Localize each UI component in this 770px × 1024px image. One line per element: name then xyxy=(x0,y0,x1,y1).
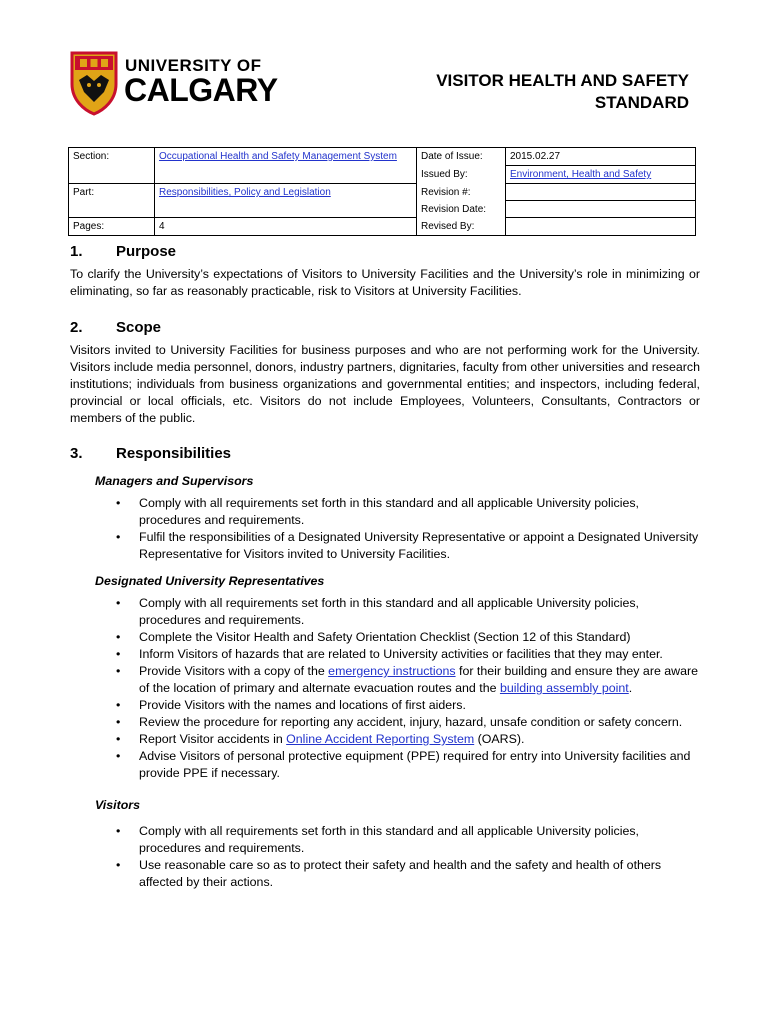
section-title: Scope xyxy=(116,319,162,336)
part-label: Part: xyxy=(69,184,155,218)
revision-date-label: Revision Date: xyxy=(417,201,506,218)
managers-list xyxy=(70,495,700,563)
list-item: • Comply with all requirements set forth in this standard and all applicable University policies, procedures and requirements. xyxy=(116,496,639,527)
section-number: 1. xyxy=(70,243,83,260)
responsibilities-heading xyxy=(70,442,700,462)
pages-label: Pages: xyxy=(69,218,155,236)
section-label: Section: xyxy=(69,148,155,184)
list-item: • Provide Visitors with a copy of the emergency instructions for their building and ensure they are aware of the location of primary and alternate evacuation routes and the building assembly point. xyxy=(116,664,699,695)
section-number: 3. xyxy=(70,445,83,462)
list-item: • Fulfil the responsibilities of a Designated University Representative or appoint a Designated University Representative for Visitors invited to University Facilities. xyxy=(116,530,699,561)
dur-heading: Designated University Representatives xyxy=(95,574,325,588)
logo-line2: CALGARY xyxy=(124,72,278,108)
section-title: Purpose xyxy=(116,243,177,260)
list-item: • Use reasonable care so as to protect their safety and health and the safety and health of others affected by their actions. xyxy=(116,858,662,889)
list-item: • Comply with all requirements set forth in this standard and all applicable University policies, procedures and requirements. xyxy=(116,824,639,855)
part-link[interactable]: Responsibilities, Policy and Legislation xyxy=(159,187,331,198)
dur-list xyxy=(70,595,700,782)
visitors-heading: Visitors xyxy=(95,798,140,812)
crest-icon xyxy=(70,50,118,116)
document-title xyxy=(369,70,689,114)
date-of-issue-label: Date of Issue: xyxy=(417,148,506,166)
revision-number-label: Revision #: xyxy=(417,184,506,201)
emergency-instructions-link[interactable]: emergency instructions xyxy=(328,664,456,678)
pages-value: 4 xyxy=(155,218,417,236)
title-line1: VISITOR HEALTH AND SAFETY xyxy=(436,71,689,90)
section-link[interactable]: Occupational Health and Safety Management System xyxy=(159,151,397,162)
oars-link[interactable]: Online Accident Reporting System xyxy=(286,732,475,746)
list-item: • Complete the Visitor Health and Safety Orientation Checklist (Section 12 of this Standard) xyxy=(116,630,631,644)
list-item: • Comply with all requirements set forth in this standard and all applicable University policies, procedures and requirements. xyxy=(116,596,639,627)
revision-date-value xyxy=(506,201,696,218)
purpose-text: To clarify the University’s expectations of Visitors to University Facilities and the University’s role in minimizing or eliminating, so far as reasonably practicable, risk to Visitors at University Facilities. xyxy=(70,267,700,298)
list-item: • Review the procedure for reporting any accident, injury, hazard, unsafe condition or safety concern. xyxy=(116,715,683,729)
scope-text: Visitors invited to University Facilities for business purposes and who are not performing work for the University. Visitors include media personnel, donors, industry partners, dignitaries, faculty from other universities and research institutions; individuals from business organizations and governmental entities; and inspectors, including federal, provincial or local officials, etc. Visitors do not include Employees, Volunteers, Consultants, Contractors or members of the public. xyxy=(70,343,700,425)
managers-heading: Managers and Supervisors xyxy=(95,474,254,488)
list-item: • Report Visitor accidents in Online Accident Reporting System (OARS). xyxy=(116,732,525,746)
title-line2: STANDARD xyxy=(594,93,689,112)
university-logo xyxy=(70,50,295,122)
purpose-heading xyxy=(70,240,700,260)
document-info-table xyxy=(68,147,696,236)
scope-heading xyxy=(70,316,700,336)
revision-number-value xyxy=(506,184,696,201)
document-body xyxy=(70,240,700,891)
revised-by-label: Revised By: xyxy=(417,218,506,236)
issued-by-label: Issued By: xyxy=(417,166,506,184)
section-title: Responsibilities xyxy=(116,445,232,462)
issued-by-link[interactable]: Environment, Health and Safety xyxy=(510,169,652,180)
revised-by-value xyxy=(506,218,696,236)
visitors-list xyxy=(70,823,700,891)
list-item: • Advise Visitors of personal protective equipment (PPE) required for entry into University facilities and provide PPE if necessary. xyxy=(116,749,691,780)
building-assembly-point-link[interactable]: building assembly point xyxy=(499,681,629,695)
date-of-issue-value: 2015.02.27 xyxy=(506,148,696,166)
list-item: • Inform Visitors of hazards that are related to University activities or facilities that they may enter. xyxy=(116,647,663,661)
section-number: 2. xyxy=(70,319,83,336)
list-item: • Provide Visitors with the names and locations of first aiders. xyxy=(116,698,466,712)
logo-line1: UNIVERSITY OF xyxy=(125,56,262,75)
